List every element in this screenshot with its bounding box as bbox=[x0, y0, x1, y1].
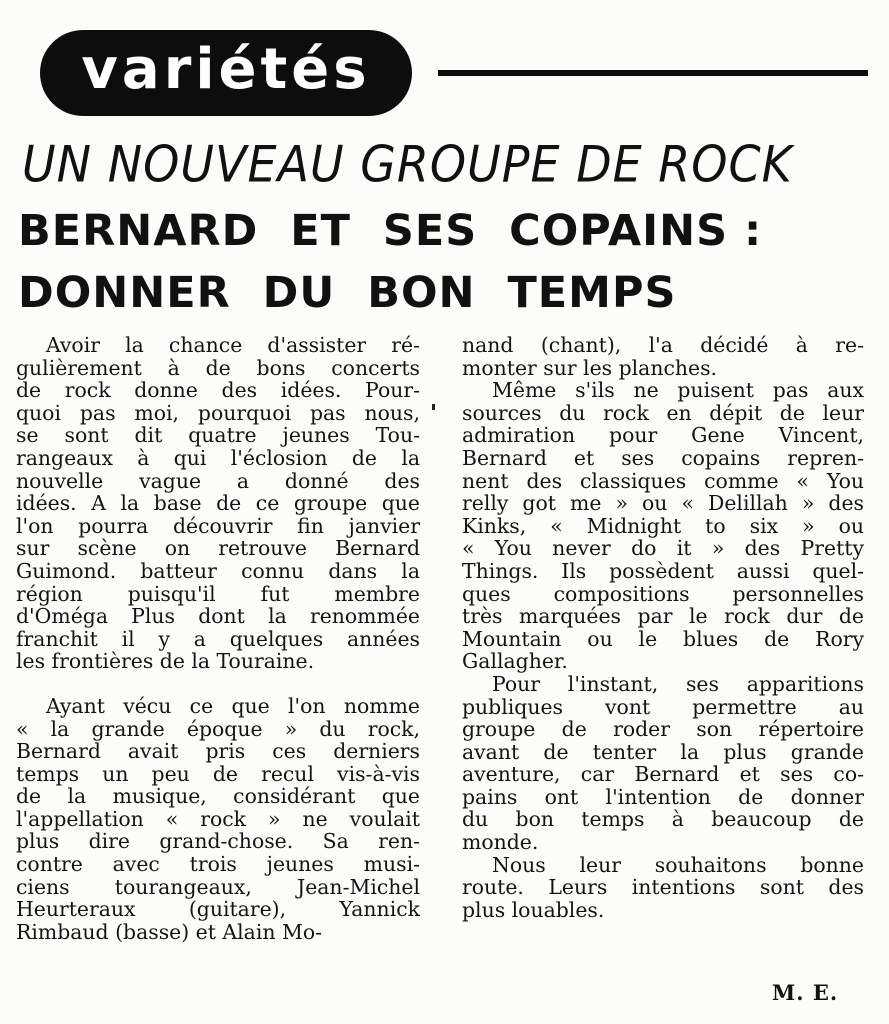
text-line: se sont dit quatre jeunes Tou- bbox=[16, 423, 420, 448]
text-line: région puisqu'il fut membre bbox=[16, 581, 420, 606]
text-line: quoi pas moi, pourquoi pas nous, bbox=[16, 400, 420, 425]
text-line: de rock donne des idées. Pour- bbox=[16, 378, 420, 403]
text-line: très marquées par le rock dur de bbox=[462, 604, 864, 629]
text-line: nent des classiques comme « You bbox=[462, 468, 864, 493]
text-line: Nous leur souhaitons bonne bbox=[492, 852, 864, 877]
text-line: les frontières de la Touraine. bbox=[16, 649, 315, 674]
text-line: ques compositions personnelles bbox=[462, 581, 864, 606]
text-line: d'Oméga Plus dont la renommée bbox=[16, 604, 420, 629]
text-line: Gallagher. bbox=[462, 649, 568, 674]
article-column-right bbox=[462, 334, 864, 921]
text-line: pains ont l'intention de donner bbox=[462, 784, 864, 809]
paragraph-gap bbox=[16, 673, 420, 695]
text-line: Rimbaud (basse) et Alain Mo- bbox=[16, 919, 323, 944]
text-line: gulièrement à de bons concerts bbox=[16, 355, 420, 380]
text-line: Même s'ils ne puisent pas aux bbox=[492, 378, 864, 403]
article-paragraph bbox=[462, 379, 864, 673]
text-line: relly got me » ou « Delillah » des bbox=[462, 491, 864, 516]
article-paragraph bbox=[16, 695, 420, 944]
text-line: sources du rock en dépit de leur bbox=[462, 400, 864, 425]
text-line: Kinks, « Midnight to six » ou bbox=[462, 513, 864, 538]
section-rubric-label: variétés bbox=[81, 37, 371, 102]
text-line: Bernard et ses copains repren- bbox=[462, 445, 864, 470]
article-paragraph bbox=[462, 854, 864, 922]
text-line: temps un peu de recul vis-à-vis bbox=[16, 761, 420, 786]
text-line: contre avec trois jeunes musi- bbox=[16, 852, 420, 877]
text-line: l'on pourra découvrir fin janvier bbox=[16, 513, 420, 538]
text-line: Ayant vécu ce que l'on nomme bbox=[46, 693, 420, 718]
text-line: « la grande époque » du rock, bbox=[16, 716, 420, 741]
text-line: du bon temps à beaucoup de bbox=[462, 807, 864, 832]
text-line: avant de tenter la plus grande bbox=[462, 739, 864, 764]
article-paragraph bbox=[462, 673, 864, 854]
article-headline bbox=[18, 200, 868, 324]
article-paragraph bbox=[462, 334, 864, 379]
text-line: groupe de roder son répertoire bbox=[462, 717, 864, 742]
text-line: Pour l'instant, ses apparitions bbox=[492, 671, 864, 696]
rubric-rule-divider bbox=[438, 70, 868, 76]
text-line: plus dire grand-chose. Sa ren- bbox=[16, 829, 420, 854]
print-speck bbox=[432, 404, 435, 410]
headline-line: BERNARD ET SES COPAINS : bbox=[18, 206, 763, 256]
text-line: de la musique, considérant que bbox=[16, 784, 420, 809]
headline-line: DONNER DU BON TEMPS bbox=[18, 268, 677, 318]
article-kicker: UN NOUVEAU GROUPE DE ROCK bbox=[22, 135, 793, 194]
article-paragraph bbox=[16, 334, 420, 673]
text-line: ciens tourangeaux, Jean-Michel bbox=[16, 874, 420, 899]
section-rubric-badge bbox=[40, 30, 412, 116]
text-line: publiques vont permettre au bbox=[462, 694, 864, 719]
text-line: Avoir la chance d'assister ré- bbox=[46, 333, 420, 357]
text-line: Guimond. batteur connu dans la bbox=[16, 558, 420, 583]
text-line: Heurteraux (guitare), Yannick bbox=[16, 897, 420, 922]
text-line: plus louables. bbox=[462, 897, 605, 922]
text-line: l'appellation « rock » ne voulait bbox=[16, 806, 420, 831]
text-line: nouvelle vague a donné des bbox=[16, 468, 420, 493]
text-line: monde. bbox=[462, 830, 539, 855]
article-column-left bbox=[16, 334, 420, 943]
text-line: admiration pour Gene Vincent, bbox=[462, 423, 864, 448]
author-signature: M. E. bbox=[772, 980, 839, 1005]
text-line: sur scène on retrouve Bernard bbox=[16, 536, 420, 561]
text-line: franchit il y a quelques années bbox=[16, 626, 420, 651]
text-line: Things. Ils possèdent aussi quel- bbox=[462, 558, 864, 583]
text-line: idées. A la base de ce groupe que bbox=[16, 491, 420, 516]
text-line: rangeaux à qui l'éclosion de la bbox=[16, 445, 420, 470]
text-line: « You never do it » des Pretty bbox=[462, 536, 864, 561]
text-line: Bernard avait pris ces derniers bbox=[16, 739, 420, 764]
text-line: route. Leurs intentions sont des bbox=[462, 875, 864, 900]
text-line: Mountain ou le blues de Rory bbox=[462, 626, 864, 651]
text-line: monter sur les planches. bbox=[462, 355, 718, 380]
text-line: aventure, car Bernard et ses co- bbox=[462, 762, 864, 787]
text-line: nand (chant), l'a décidé à re- bbox=[462, 333, 864, 357]
